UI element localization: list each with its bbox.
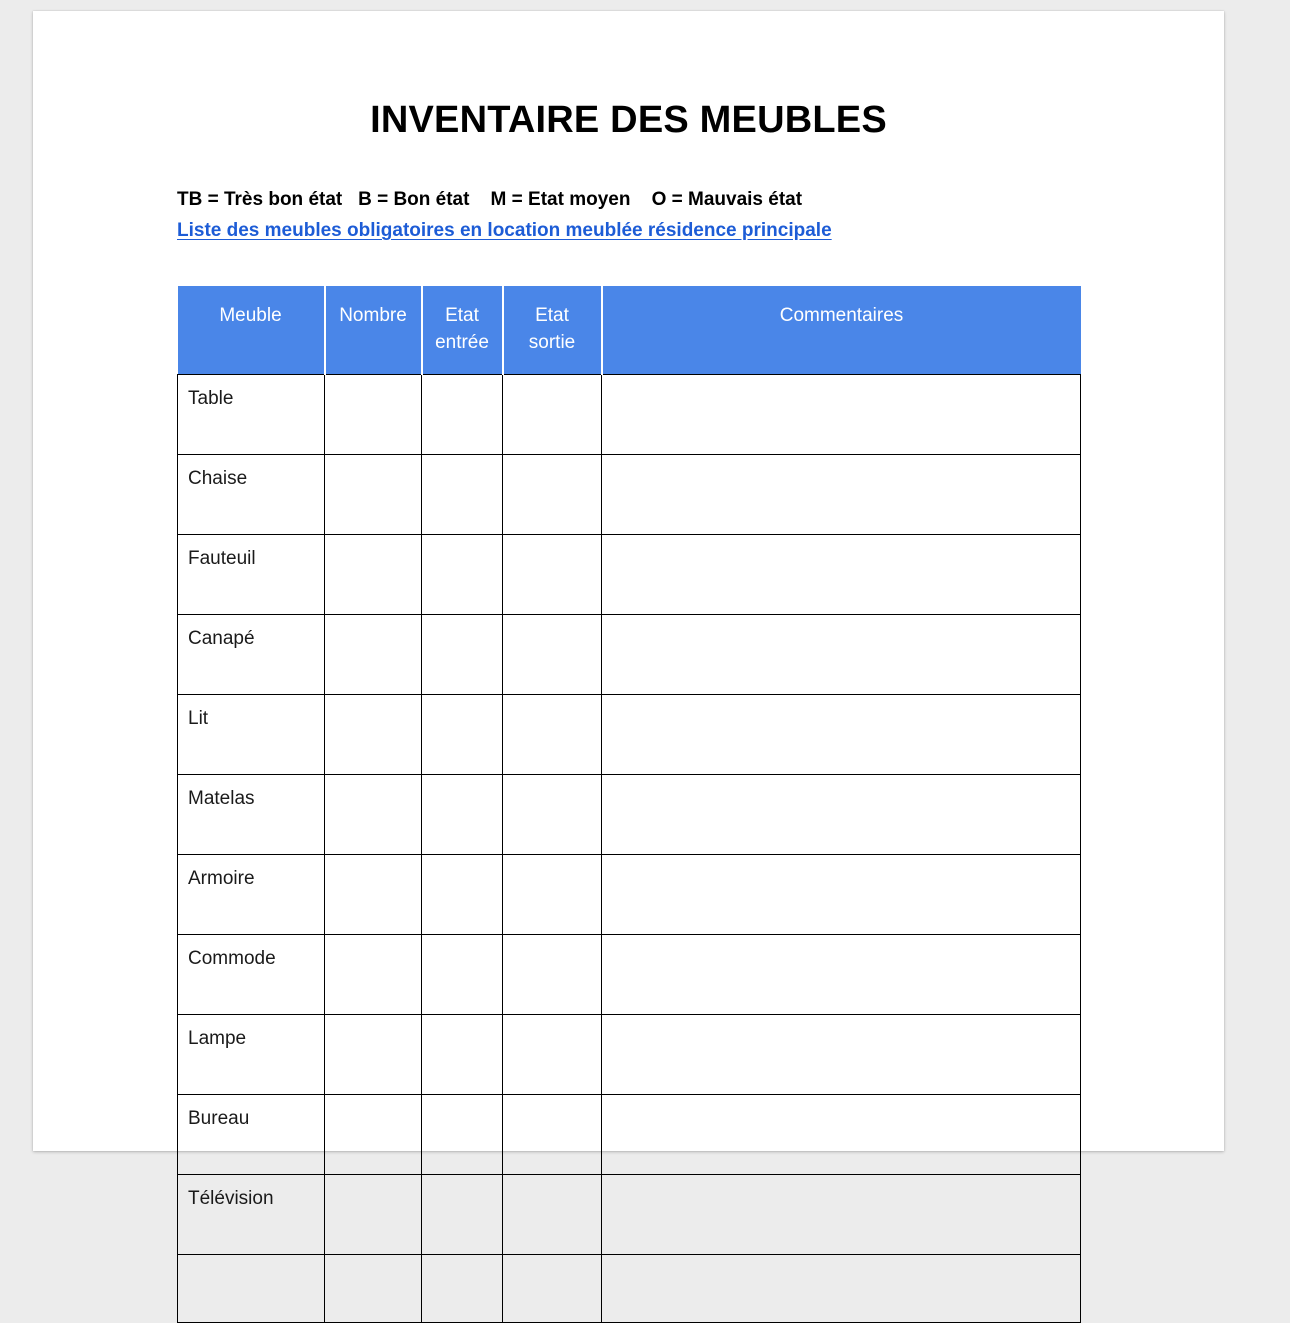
document-page [33, 11, 1224, 1209]
inventory-table-wrapper [177, 244, 1080, 1323]
cell-commentaires[interactable] [602, 1255, 1081, 1323]
table-row [178, 1095, 1081, 1175]
table-row [178, 615, 1081, 695]
legend-block [177, 143, 1080, 244]
cell-nombre[interactable] [325, 775, 422, 855]
column-header-etat-sortie-line2: sortie [528, 332, 576, 353]
table-row [178, 695, 1081, 775]
document-content [177, 11, 1080, 1323]
cell-commentaires[interactable] [602, 375, 1081, 455]
cell-nombre[interactable] [325, 1015, 422, 1095]
cell-meuble[interactable]: Chaise [178, 455, 325, 535]
column-header-etat-entree-line1: Etat [445, 305, 479, 326]
page-title: INVENTAIRE DES MEUBLES [370, 99, 887, 141]
table-header-row [178, 286, 1081, 375]
column-header-meuble: Meuble [178, 286, 325, 375]
table-row [178, 855, 1081, 935]
cell-commentaires[interactable] [602, 935, 1081, 1015]
cell-meuble[interactable]: Lit [178, 695, 325, 775]
cell-nombre[interactable] [325, 1175, 422, 1255]
cell-etat-sortie[interactable] [503, 1175, 602, 1255]
cell-etat-sortie[interactable] [503, 855, 602, 935]
cell-nombre[interactable] [325, 1255, 422, 1323]
cell-nombre[interactable] [325, 935, 422, 1015]
cell-nombre[interactable] [325, 1095, 422, 1175]
cell-etat-entree[interactable] [422, 615, 503, 695]
cell-etat-entree[interactable] [422, 1015, 503, 1095]
cell-etat-entree[interactable] [422, 695, 503, 775]
cell-commentaires[interactable] [602, 1015, 1081, 1095]
cell-etat-sortie[interactable] [503, 615, 602, 695]
table-row [178, 775, 1081, 855]
cell-etat-sortie[interactable] [503, 695, 602, 775]
cell-meuble[interactable] [178, 1255, 325, 1323]
cell-meuble[interactable]: Télévision [178, 1175, 325, 1255]
table-row [178, 1175, 1081, 1255]
cell-etat-entree[interactable] [422, 855, 503, 935]
cell-meuble[interactable]: Canapé [178, 615, 325, 695]
cell-meuble[interactable]: Lampe [178, 1015, 325, 1095]
cell-etat-entree[interactable] [422, 1095, 503, 1175]
cell-etat-sortie[interactable] [503, 375, 602, 455]
table-row [178, 375, 1081, 455]
cell-meuble[interactable]: Armoire [178, 855, 325, 935]
cell-meuble[interactable]: Table [178, 375, 325, 455]
cell-meuble[interactable]: Fauteuil [178, 535, 325, 615]
cell-meuble[interactable]: Commode [178, 935, 325, 1015]
cell-nombre[interactable] [325, 695, 422, 775]
column-header-etat-sortie-line1: Etat [535, 305, 569, 326]
condition-legend: TB = Très bon état B = Bon état M = Etat moyen O = Mauvais état [177, 189, 803, 210]
cell-nombre[interactable] [325, 375, 422, 455]
cell-etat-entree[interactable] [422, 375, 503, 455]
cell-etat-sortie[interactable] [503, 1095, 602, 1175]
cell-nombre[interactable] [325, 855, 422, 935]
column-header-etat-sortie [503, 286, 602, 375]
table-header [178, 286, 1081, 375]
cell-etat-sortie[interactable] [503, 535, 602, 615]
cell-etat-entree[interactable] [422, 535, 503, 615]
cell-nombre[interactable] [325, 615, 422, 695]
table-body [178, 375, 1081, 1323]
cell-commentaires[interactable] [602, 1175, 1081, 1255]
cell-commentaires[interactable] [602, 615, 1081, 695]
table-row [178, 935, 1081, 1015]
cell-meuble[interactable]: Bureau [178, 1095, 325, 1175]
cell-commentaires[interactable] [602, 855, 1081, 935]
cell-nombre[interactable] [325, 535, 422, 615]
cell-etat-entree[interactable] [422, 775, 503, 855]
cell-meuble[interactable]: Matelas [178, 775, 325, 855]
column-header-commentaires: Commentaires [602, 286, 1081, 375]
cell-commentaires[interactable] [602, 695, 1081, 775]
cell-commentaires[interactable] [602, 455, 1081, 535]
cell-commentaires[interactable] [602, 775, 1081, 855]
table-row [178, 535, 1081, 615]
column-header-etat-entree-line2: entrée [435, 332, 489, 353]
cell-commentaires[interactable] [602, 1095, 1081, 1175]
cell-etat-sortie[interactable] [503, 455, 602, 535]
cell-etat-sortie[interactable] [503, 1015, 602, 1095]
inventory-table [177, 286, 1081, 1323]
column-header-nombre: Nombre [325, 286, 422, 375]
cell-etat-entree[interactable] [422, 455, 503, 535]
table-row [178, 1015, 1081, 1095]
cell-etat-entree[interactable] [422, 1255, 503, 1323]
table-row [178, 1255, 1081, 1323]
cell-etat-entree[interactable] [422, 935, 503, 1015]
cell-etat-sortie[interactable] [503, 935, 602, 1015]
column-header-etat-entree [422, 286, 503, 375]
cell-etat-sortie[interactable] [503, 775, 602, 855]
cell-commentaires[interactable] [602, 535, 1081, 615]
cell-nombre[interactable] [325, 455, 422, 535]
mandatory-furniture-link[interactable]: Liste des meubles obligatoires en location meublée résidence principale [177, 220, 832, 241]
cell-etat-entree[interactable] [422, 1175, 503, 1255]
cell-etat-sortie[interactable] [503, 1255, 602, 1323]
table-row [178, 455, 1081, 535]
